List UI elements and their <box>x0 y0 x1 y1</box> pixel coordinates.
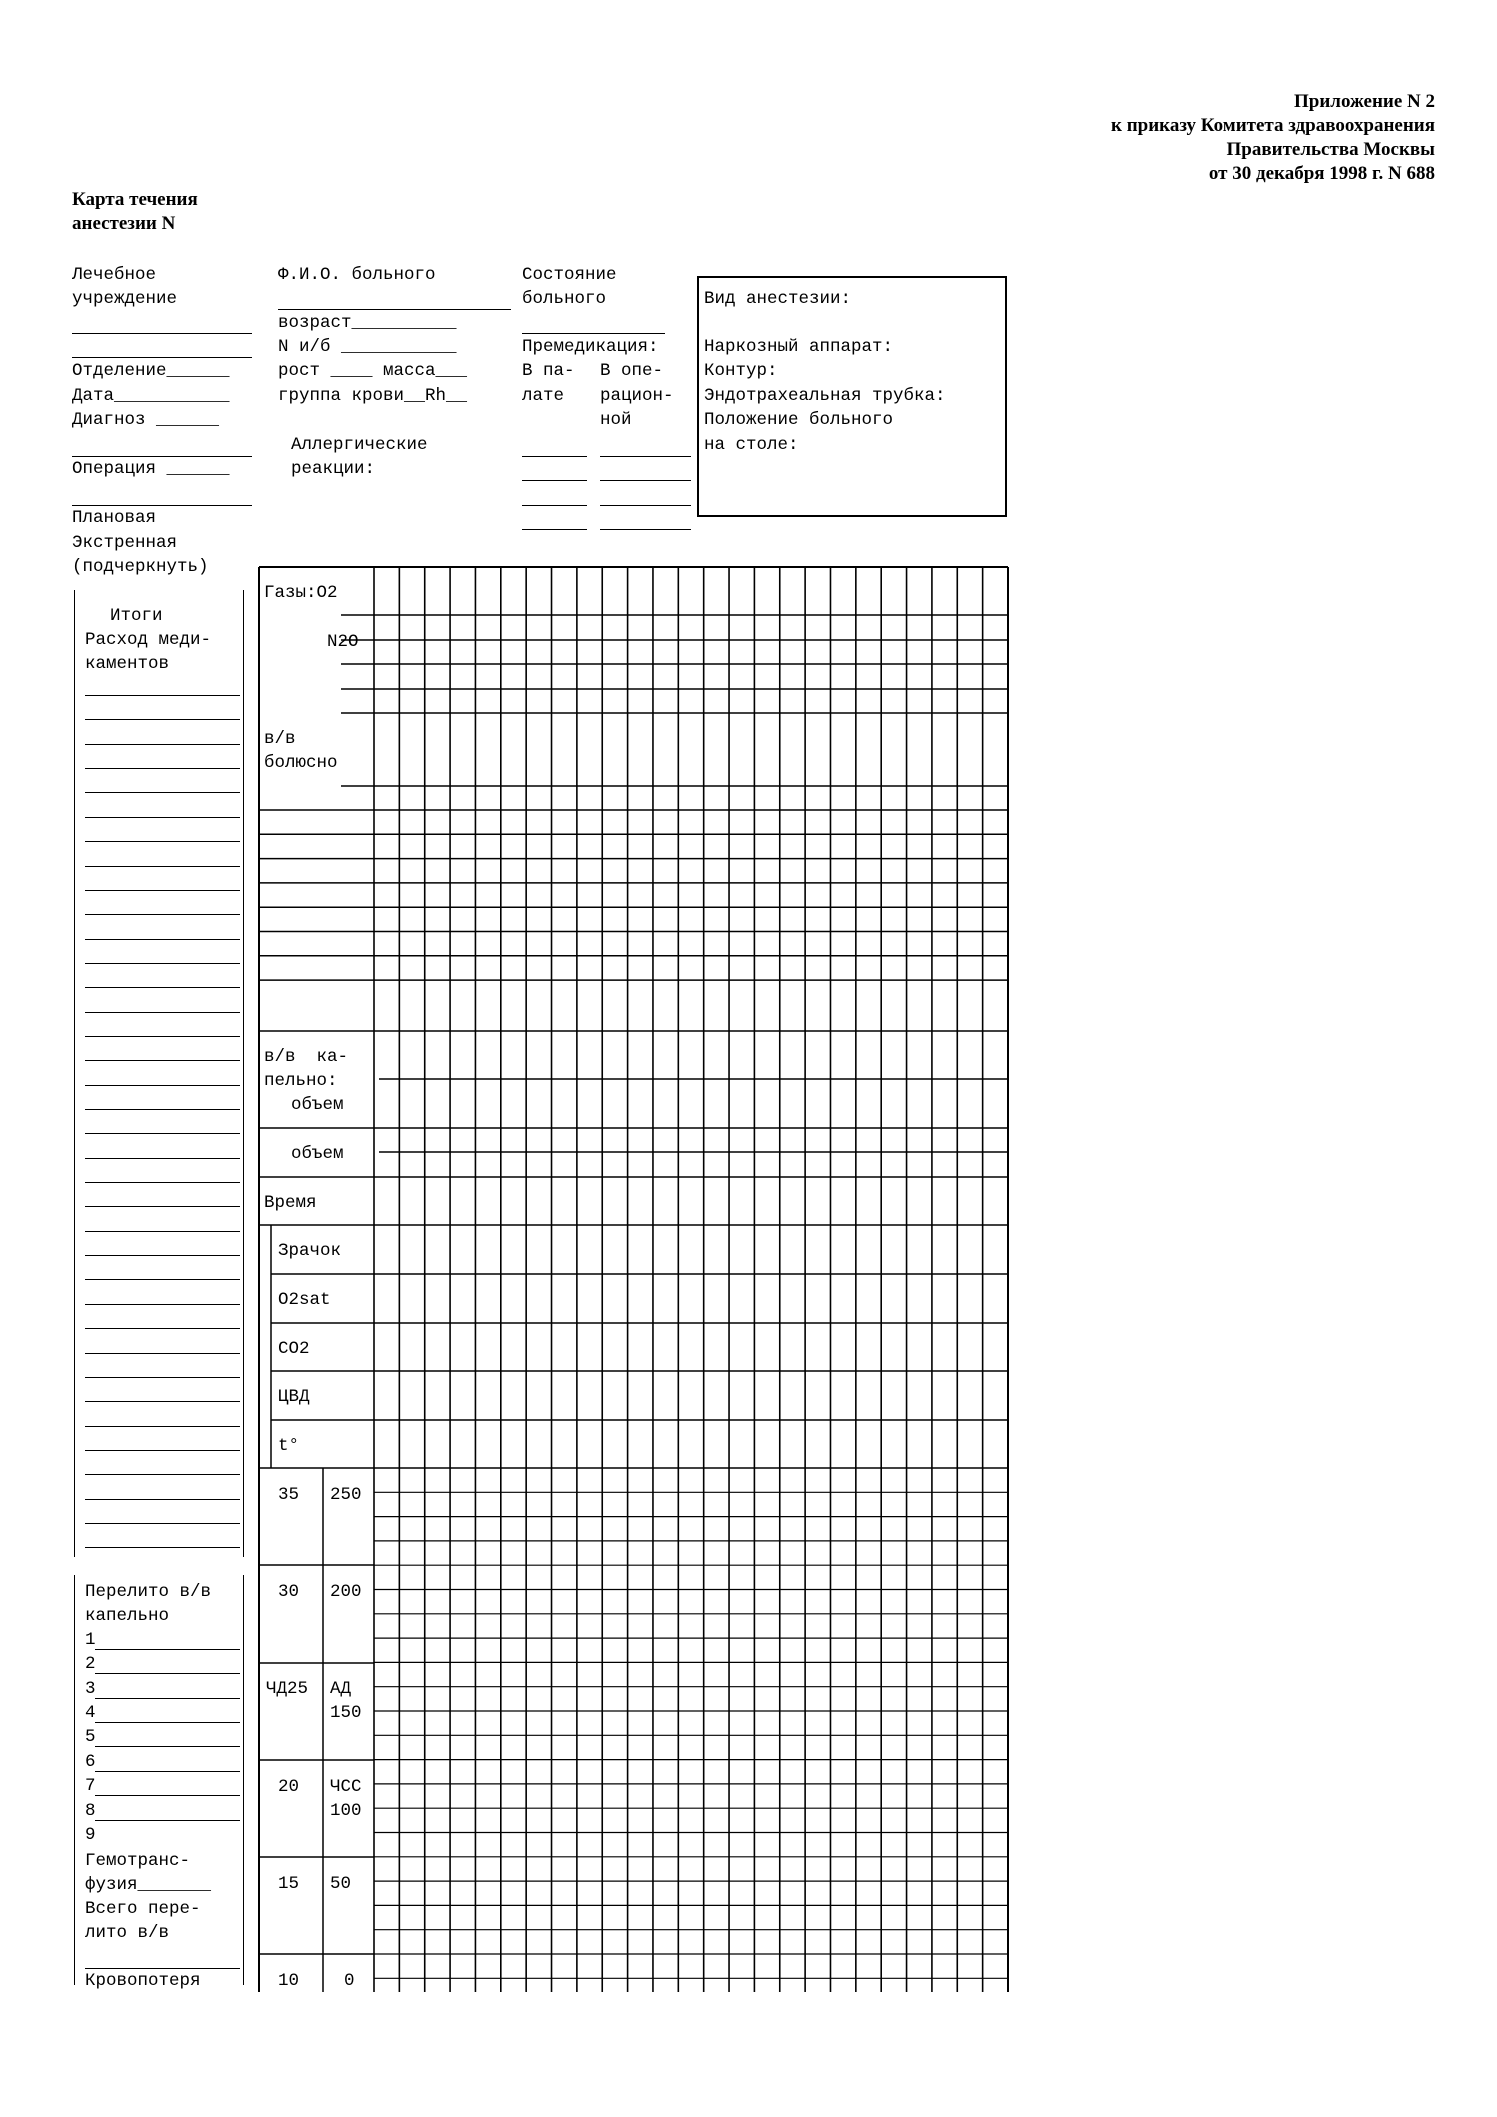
card-title-line1: Карта течения <box>72 189 198 210</box>
condition-label-1: Состояние <box>522 265 617 285</box>
hemotransfusion-label-1: Гемотранс- <box>85 1851 191 1871</box>
scale-left-30: 30 <box>278 1582 300 1602</box>
scale-left-resp-25: ЧД25 <box>266 1679 309 1699</box>
government-name: Правительства Москвы <box>1226 139 1435 160</box>
or-line-4[interactable] <box>600 529 691 530</box>
scale-right-200: 200 <box>330 1582 362 1602</box>
transfused-row-number: 9 <box>85 1824 96 1845</box>
medication-line[interactable] <box>85 1450 240 1451</box>
medication-line[interactable] <box>85 1255 240 1256</box>
pupil-label: Зрачок <box>278 1241 342 1261</box>
medication-line[interactable] <box>85 1158 240 1159</box>
medication-line[interactable] <box>85 1182 240 1183</box>
transfused-title-1: Перелито в/в <box>85 1582 212 1602</box>
date-field[interactable]: Дата___________ <box>72 386 230 406</box>
card-title <box>72 188 198 236</box>
medication-line[interactable] <box>85 1012 240 1013</box>
patient-name-label: Ф.И.О. больного <box>278 265 436 285</box>
scale-right-250: 250 <box>330 1485 362 1505</box>
iv-bolus-label-1: в/в <box>264 729 296 749</box>
order-header <box>1111 90 1435 186</box>
iv-bolus-label-2: болюсно <box>264 753 338 773</box>
medication-line[interactable] <box>85 841 240 842</box>
transfused-row-number: 1 <box>85 1630 96 1650</box>
ward-line-3[interactable] <box>522 505 587 506</box>
co2-label: CO2 <box>278 1339 310 1359</box>
underline-hint: (подчеркнуть) <box>72 557 209 577</box>
order-reference: к приказу Комитета здравоохранения <box>1111 115 1435 136</box>
medication-line[interactable] <box>85 1279 240 1280</box>
hemotransfusion-field[interactable]: фузия_______ <box>85 1875 212 1895</box>
gases-o2-label: Газы:O2 <box>264 583 338 603</box>
scale-left-15: 15 <box>278 1874 300 1894</box>
transfused-column-right-border <box>243 1575 244 1985</box>
medication-line[interactable] <box>85 768 240 769</box>
ward-line-2[interactable] <box>522 480 587 481</box>
department-field[interactable]: Отделение______ <box>72 361 230 381</box>
medication-line[interactable] <box>85 1206 240 1207</box>
ward-line-1[interactable] <box>522 456 587 457</box>
cvp-label: ЦВД <box>278 1387 310 1407</box>
blood-group-field[interactable]: группа крови__Rh__ <box>278 386 468 406</box>
condition-label-2: больного <box>522 289 607 309</box>
medication-line[interactable] <box>85 963 240 964</box>
or-label-3: ной <box>600 410 632 430</box>
iv-drip-label-2: пельно: <box>264 1071 338 1091</box>
scale-left-10: 10 <box>278 1971 300 1991</box>
medication-line[interactable] <box>85 1353 240 1354</box>
order-date-number: от 30 декабря 1998 г. N 688 <box>1208 163 1435 184</box>
age-field[interactable]: возраст__________ <box>278 313 457 333</box>
medication-line[interactable] <box>85 817 240 818</box>
patient-position-label-1: Положение больного <box>704 410 894 430</box>
ward-line-4[interactable] <box>522 529 587 530</box>
ward-label-2: лате <box>522 386 565 406</box>
medication-line[interactable] <box>85 987 240 988</box>
institution-label-2: учреждение <box>72 289 178 309</box>
transfused-title-2: капельно <box>85 1606 170 1626</box>
medication-line[interactable] <box>85 719 240 720</box>
medication-line[interactable] <box>85 914 240 915</box>
medication-line[interactable] <box>85 1060 240 1061</box>
scale-right-0: 0 <box>344 1971 355 1991</box>
diagnosis-field[interactable]: Диагноз ______ <box>72 410 220 430</box>
temperature-label: t° <box>278 1436 300 1456</box>
medications-title: каментов <box>85 654 170 674</box>
scale-right-50: 50 <box>330 1874 352 1894</box>
anesthesia-type-label: Вид анестезии: <box>704 289 852 309</box>
history-number-field[interactable]: N и/б ___________ <box>278 337 457 357</box>
medication-line[interactable] <box>85 1109 240 1110</box>
medication-line[interactable] <box>85 1426 240 1427</box>
iv-drip-label-1: в/в ка- <box>264 1047 349 1067</box>
circuit-label: Контур: <box>704 361 778 381</box>
scale-right-bp: АД <box>330 1679 352 1699</box>
medication-line[interactable] <box>85 792 240 793</box>
or-line-2[interactable] <box>600 480 691 481</box>
institution-field-line-2[interactable] <box>72 357 252 358</box>
or-line-3[interactable] <box>600 505 691 506</box>
transfused-row-line[interactable] <box>95 1673 240 1674</box>
transfused-row-number: 8 <box>85 1800 96 1821</box>
medication-line[interactable] <box>85 1377 240 1378</box>
transfused-row-number: 6 <box>85 1751 96 1772</box>
o2sat-label: O2sat <box>278 1290 331 1310</box>
patient-name-line[interactable] <box>278 309 511 310</box>
patient-position-label-2: на столе: <box>704 435 799 455</box>
transfused-row-line[interactable] <box>95 1746 240 1747</box>
volume-label-2: объем <box>291 1144 344 1164</box>
institution-field-line-1[interactable] <box>72 333 252 334</box>
medication-line[interactable] <box>85 1085 240 1086</box>
time-label: Время <box>264 1193 317 1213</box>
medication-line[interactable] <box>85 939 240 940</box>
transfused-row-number: 2 <box>85 1654 96 1675</box>
allergy-label-1: Аллергические <box>291 435 428 455</box>
transfused-row-line[interactable] <box>95 1649 240 1650</box>
premedication-label: Премедикация: <box>522 337 659 357</box>
medication-line[interactable] <box>85 890 240 891</box>
institution-label-1: Лечебное <box>72 265 157 285</box>
transfused-row-number: 7 <box>85 1776 96 1797</box>
ward-label-1: В па- <box>522 361 575 381</box>
appendix-title: Приложение N 2 <box>1294 91 1435 112</box>
or-line-1[interactable] <box>600 456 691 457</box>
height-mass-field[interactable]: рост ____ масса___ <box>278 361 468 381</box>
totals-column-left-border <box>74 590 75 1557</box>
total-transfused-label-1: Всего пере- <box>85 1899 201 1919</box>
transfused-row-line[interactable] <box>95 1722 240 1723</box>
scale-left-35: 35 <box>278 1485 300 1505</box>
volume-label-1: объем <box>291 1095 344 1115</box>
endotracheal-tube-label: Эндотрахеальная трубка: <box>704 386 946 406</box>
medication-line[interactable] <box>85 1231 240 1232</box>
allergy-label-2: реакции: <box>291 459 376 479</box>
transfused-column-left-border <box>74 1575 75 1985</box>
medication-line[interactable] <box>85 1547 240 1548</box>
scale-right-150: 150 <box>330 1703 362 1723</box>
medication-line[interactable] <box>85 1328 240 1329</box>
totals-column-right-border <box>243 590 244 1557</box>
planned-option[interactable]: Плановая <box>72 508 157 528</box>
medication-line[interactable] <box>85 1304 240 1305</box>
transfused-row-number: 4 <box>85 1703 96 1723</box>
scale-left-20: 20 <box>278 1777 300 1797</box>
monitoring-grid-lines <box>259 567 1008 1992</box>
medication-line[interactable] <box>85 1401 240 1402</box>
operation-field[interactable]: Операция ______ <box>72 459 230 479</box>
scale-right-100: 100 <box>330 1801 362 1821</box>
medication-line[interactable] <box>85 744 240 745</box>
transfused-row-line[interactable] <box>95 1820 240 1821</box>
transfused-row-number: 5 <box>85 1727 96 1748</box>
anesthesia-monitoring-grid[interactable] <box>259 567 1008 1992</box>
consumption-title: Расход меди- <box>85 630 212 650</box>
blood-loss-label: Кровопотеря <box>85 1971 201 1991</box>
condition-field-line[interactable] <box>522 333 665 334</box>
scale-right-hr: ЧСС <box>330 1777 362 1797</box>
anesthesia-machine-label: Наркозный аппарат: <box>704 337 894 357</box>
totals-title: Итоги <box>110 606 163 626</box>
or-label-1: В опе- <box>600 361 664 381</box>
medication-line[interactable] <box>85 1499 240 1500</box>
transfused-row-line[interactable] <box>95 1771 240 1772</box>
medication-line[interactable] <box>85 866 240 867</box>
transfused-row-line[interactable] <box>95 1795 240 1796</box>
total-transfused-label-2: лито в/в <box>85 1923 170 1943</box>
medication-line[interactable] <box>85 1523 240 1524</box>
medication-line[interactable] <box>85 1036 240 1037</box>
transfused-row-line[interactable] <box>95 1698 240 1699</box>
card-title-line2: анестезии N <box>72 213 176 234</box>
transfused-row-number: 3 <box>85 1678 96 1699</box>
or-label-2: рацион- <box>600 386 674 406</box>
medication-line[interactable] <box>85 695 240 696</box>
n2o-label: N2O <box>327 632 359 652</box>
medication-line[interactable] <box>85 1133 240 1134</box>
emergency-option[interactable]: Экстренная <box>72 533 178 553</box>
medication-line[interactable] <box>85 1474 240 1475</box>
